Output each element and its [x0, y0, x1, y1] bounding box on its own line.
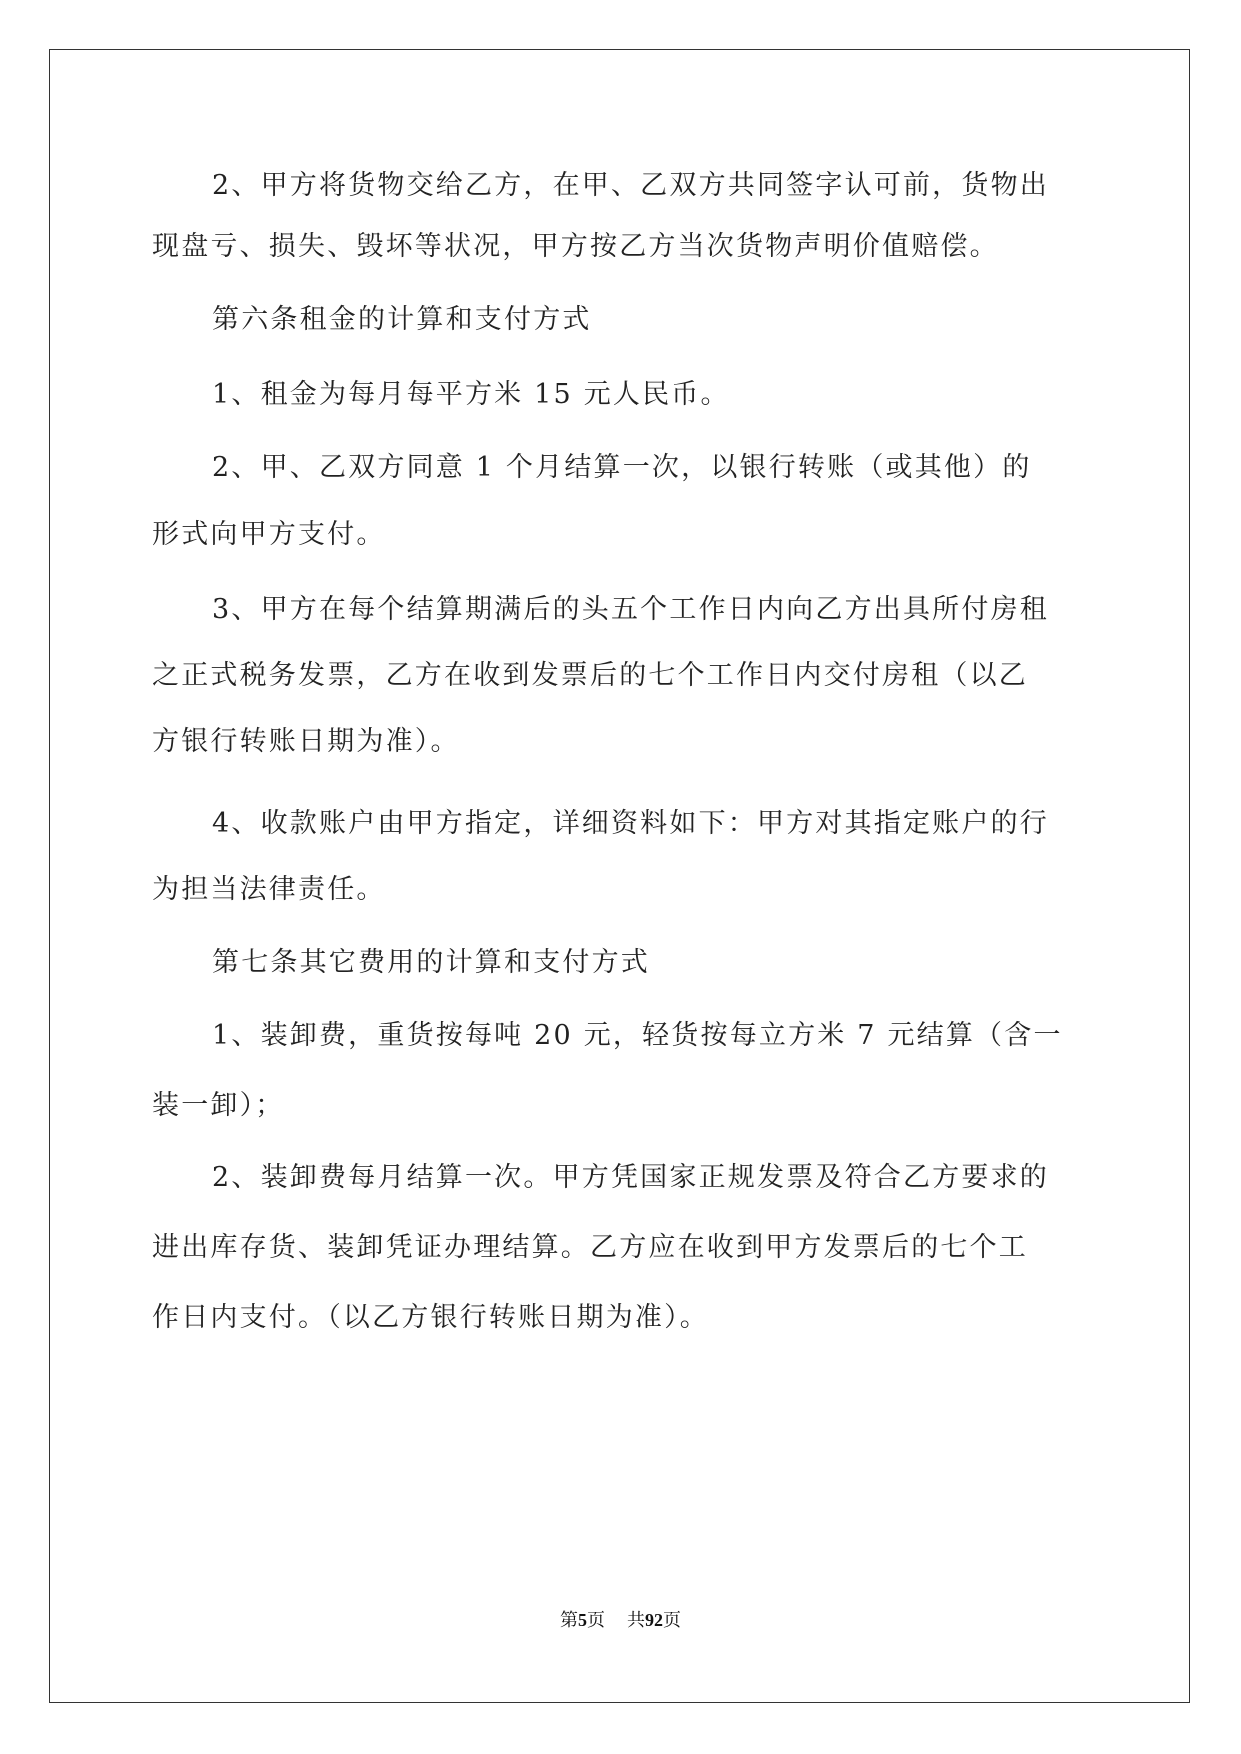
paragraph-line: 2、甲、乙双方同意 1 个月结算一次，以银行转账（或其他）的 — [212, 452, 1032, 483]
paragraph-line: 现盘亏、损失、毁坏等状况，甲方按乙方当次货物声明价值赔偿。 — [152, 231, 999, 262]
paragraph-line: 作日内支付。（以乙方银行转账日期为准）。 — [152, 1302, 709, 1333]
paragraph-line: 3、甲方在每个结算期满后的头五个工作日内向乙方出具所付房租 — [212, 594, 1049, 625]
paragraph-line: 2、甲方将货物交给乙方，在甲、乙双方共同签字认可前，货物出 — [212, 170, 1049, 201]
page-number: 5 — [578, 1610, 587, 1630]
paragraph-line: 2、装卸费每月结算一次。甲方凭国家正规发票及符合乙方要求的 — [212, 1162, 1049, 1193]
paragraph-line: 1、租金为每月每平方米 15 元人民币。 — [212, 379, 730, 410]
total-pages: 92 — [645, 1610, 663, 1630]
page-suffix: 页 — [587, 1610, 605, 1630]
section-heading: 第七条其它费用的计算和支付方式 — [212, 947, 650, 978]
total-prefix: 共 — [627, 1610, 645, 1630]
paragraph-line: 形式向甲方支付。 — [152, 519, 386, 550]
paragraph-line: 之正式税务发票，乙方在收到发票后的七个工作日内交付房租（以乙 — [152, 660, 1028, 691]
paragraph-line: 1、装卸费，重货按每吨 20 元，轻货按每立方米 7 元结算（含一 — [212, 1020, 1063, 1051]
paragraph-line: 装一卸）； — [152, 1090, 285, 1121]
paragraph-line: 4、收款账户由甲方指定，详细资料如下：甲方对其指定账户的行 — [212, 808, 1049, 839]
paragraph-line: 为担当法律责任。 — [152, 874, 386, 905]
section-heading: 第六条租金的计算和支付方式 — [212, 304, 592, 335]
paragraph-line: 进出库存货、装卸凭证办理结算。乙方应在收到甲方发票后的七个工 — [152, 1232, 1028, 1263]
page-prefix: 第 — [560, 1610, 578, 1630]
total-suffix: 页 — [663, 1610, 681, 1630]
paragraph-line: 方银行转账日期为准）。 — [152, 726, 460, 757]
page-footer — [0, 1609, 1241, 1631]
